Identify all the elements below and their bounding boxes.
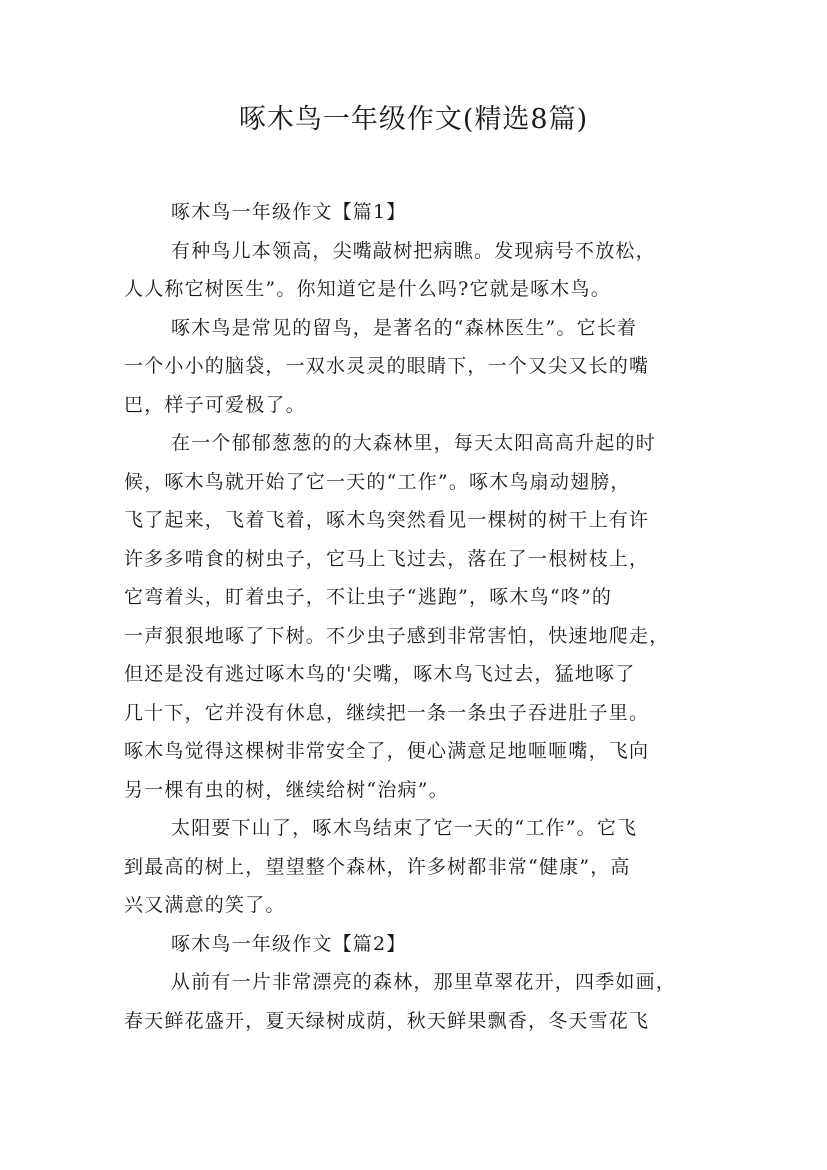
paragraph-line: 到最高的树上，望望整个森林，许多树都非常“健康”，高 — [124, 855, 631, 878]
paragraph-line: 人人称它树医生”。你知道它是什么吗?它就是啄木鸟。 — [124, 278, 611, 300]
paragraph-line: 有种鸟儿本领高，尖嘴敲树把病瞧。发现病号不放松， — [171, 239, 656, 262]
document-body — [124, 193, 724, 1040]
paragraph-line: 啄木鸟是常见的留鸟，是著名的“森林医生”。它长着 — [171, 316, 638, 339]
paragraph-line: 候，啄木鸟就开始了它一天的“工作”。啄木鸟扇动翅膀， — [124, 470, 631, 493]
paragraph-line: 它弯着头，盯着虫子，不让虫子“逃跑”，啄木鸟“咚”的 — [124, 586, 613, 608]
paragraph-line: 一个小小的脑袋，一双水灵灵的眼睛下，一个又尖又长的嘴 — [124, 355, 650, 377]
section-heading: 啄木鸟一年级作文【篇1】 — [171, 201, 407, 223]
paragraph-line: 太阳要下山了，啄木鸟结束了它一天的“工作”。它飞 — [171, 817, 638, 839]
paragraph-line: 兴又满意的笑了。 — [124, 894, 286, 916]
section-heading: 啄木鸟一年级作文【篇2】 — [171, 932, 407, 955]
paragraph-line: 从前有一片非常漂亮的森林，那里草翠花开，四季如画， — [171, 971, 677, 993]
paragraph-line: 但还是没有逃过啄木鸟的'尖嘴，啄木鸟飞过去，猛地啄了 — [124, 663, 636, 685]
paragraph-line: 另一棵有虫的树，继续给树“治病”。 — [124, 778, 449, 801]
paragraph-line: 啄木鸟觉得这棵树非常安全了，便心满意足地咂咂嘴，飞向 — [124, 740, 650, 762]
paragraph-line: 几十下，它并没有休息，继续把一条一条虫子吞进肚子里。 — [124, 701, 650, 724]
document-title: 啄木鸟一年级作文(精选8篇) — [238, 104, 589, 135]
paragraph-line: 巴，样子可爱极了。 — [124, 393, 306, 416]
paragraph-line: 飞了起来，飞着飞着，啄木鸟突然看见一棵树的树干上有许 — [124, 509, 650, 531]
paragraph-line: 在一个郁郁葱葱的的大森林里，每天太阳高高升起的时 — [171, 432, 656, 454]
paragraph-line: 许多多啃食的树虫子，它马上飞过去，落在了一根树枝上， — [124, 547, 650, 570]
paragraph-line: 一声狠狠地啄了下树。不少虫子感到非常害怕，快速地爬走， — [124, 624, 670, 647]
paragraph-line: 春天鲜花盛开，夏天绿树成荫，秋天鲜果飘香，冬天雪花飞 — [124, 1009, 650, 1032]
